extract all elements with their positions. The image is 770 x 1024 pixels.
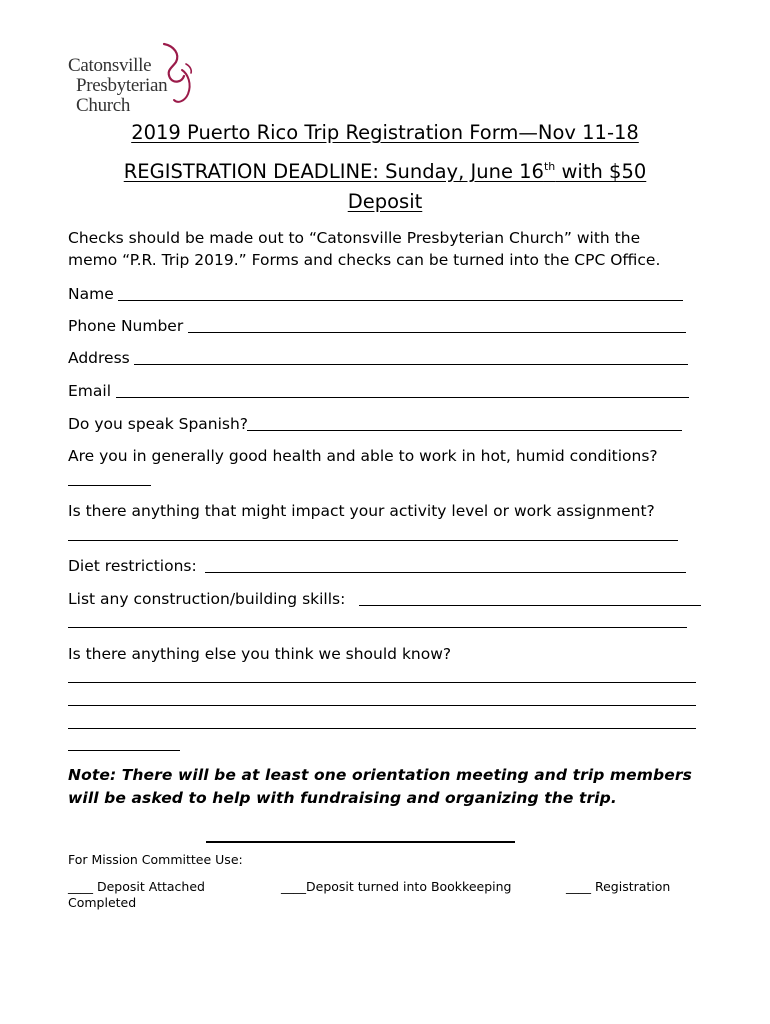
registration-item: ____ Registration (566, 879, 671, 894)
address-field[interactable] (134, 364, 688, 365)
church-logo (64, 40, 214, 120)
skills-field-line-2[interactable] (68, 627, 687, 628)
skills-label: List any construction/building skills: (68, 590, 346, 608)
name-field[interactable] (118, 300, 683, 301)
health-field[interactable] (68, 485, 151, 486)
signature-line[interactable] (206, 841, 515, 843)
deposit-bookkeeping-item: ____Deposit turned into Bookkeeping (281, 879, 512, 894)
deadline-superscript: th (543, 160, 556, 173)
logo-text-line-3: Church (76, 95, 131, 116)
anything-else-label: Is there anything else you think we should know? (68, 645, 452, 663)
note-line-2: will be asked to help with fundraising and organizing the trip. (68, 789, 617, 807)
intro-line-2: memo “P.R. Trip 2019.” Forms and checks can be turned into the CPC Office. (68, 251, 661, 269)
note-line-1: Note: There will be at least one orientation meeting and trip members (68, 766, 692, 784)
health-label: Are you in generally good health and able to work in hot, humid conditions? (68, 447, 658, 465)
diet-field[interactable] (205, 572, 686, 573)
address-label: Address (68, 349, 130, 367)
skills-field[interactable] (359, 605, 701, 606)
spanish-label: Do you speak Spanish? (68, 415, 249, 433)
diet-label: Diet restrictions: (68, 557, 197, 575)
completed-item: Completed (68, 895, 137, 910)
anything-else-line-2[interactable] (68, 705, 696, 706)
impact-label: Is there anything that might impact your activity level or work assignment? (68, 502, 655, 520)
logo-text-line-1: Catonsville (68, 55, 152, 76)
name-label: Name (68, 285, 114, 303)
deadline-text: REGISTRATION DEADLINE: Sunday, June 16 (123, 160, 544, 183)
deadline-suffix: with $50 (555, 160, 647, 183)
anything-else-line-3[interactable] (68, 728, 696, 729)
email-label: Email (68, 382, 112, 400)
anything-else-line-1[interactable] (68, 682, 696, 683)
deadline-deposit: Deposit (347, 190, 423, 213)
deposit-attached-item: ____ Deposit Attached (68, 879, 205, 894)
committee-heading: For Mission Committee Use: (68, 852, 243, 867)
phone-field[interactable] (188, 332, 686, 333)
impact-field[interactable] (68, 540, 678, 541)
phone-label: Phone Number (68, 317, 184, 335)
anything-else-line-4[interactable] (68, 750, 180, 751)
intro-line-1: Checks should be made out to “Catonsville Presbyterian Church” with the (68, 229, 641, 247)
registration-deadline (0, 160, 770, 183)
spanish-field[interactable] (247, 430, 682, 431)
form-title: 2019 Puerto Rico Trip Registration Form—Nov 11-18 (131, 121, 639, 144)
email-field[interactable] (116, 397, 689, 398)
logo-text-line-2: Presbyterian (76, 75, 168, 96)
